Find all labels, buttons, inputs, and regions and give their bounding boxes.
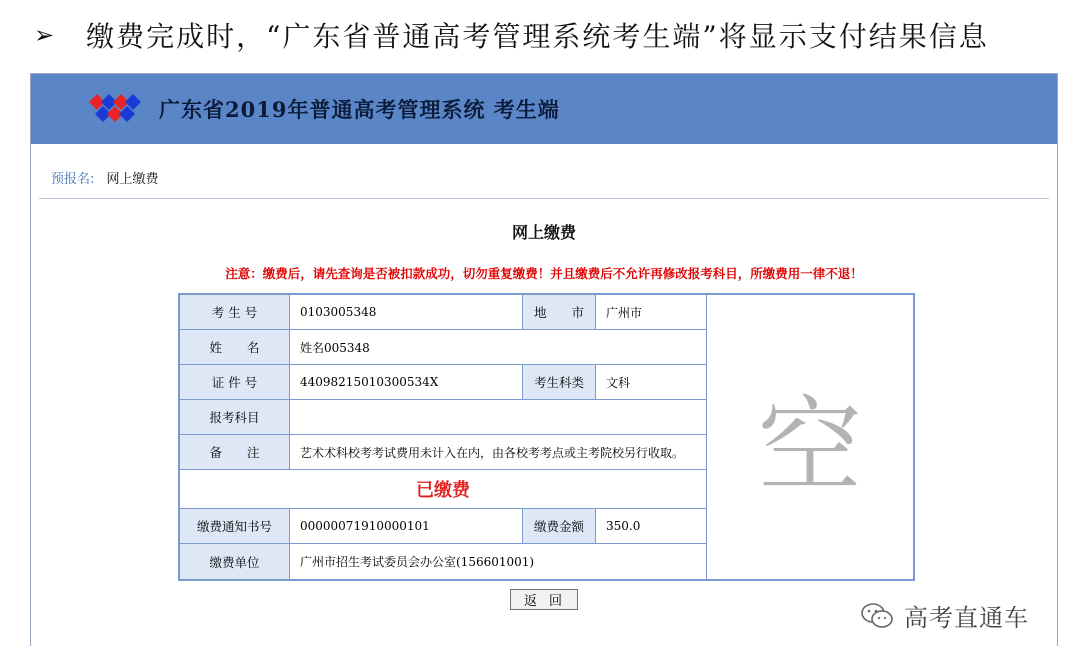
arrow-bullet-icon: ➢ (34, 21, 57, 49)
logo-icon (87, 90, 141, 126)
category-value: 文科 (596, 365, 707, 400)
slide-heading (34, 12, 989, 58)
subjects-label: 报考科目 (180, 400, 290, 435)
city-value: 广州市 (596, 295, 707, 330)
slide-heading-text: 缴费完成时，“广东省普通高考管理系统考生端”将显示支付结果信息 (86, 20, 989, 53)
divider (39, 198, 1049, 199)
notice-no-value: 00000071910000101 (290, 509, 523, 544)
breadcrumb-label[interactable]: 预报名: (51, 172, 95, 187)
remark-label: 备 注 (180, 435, 290, 470)
page-title: 网上缴费 (511, 223, 576, 242)
subjects-value (290, 400, 707, 435)
browser-window (30, 73, 1058, 646)
photo-placeholder: 空 (757, 385, 862, 507)
breadcrumb (51, 168, 159, 187)
id-value: 44098215010300534X (290, 365, 523, 400)
site-title: 广东省2019年普通高考管理系统 考生端 (159, 97, 560, 122)
warning-notice: 注意：缴费后，请先查询是否被扣款成功，切勿重复缴费！并且缴费后不允许再修改报考科目，所缴费用一律不退！ (225, 266, 863, 281)
exam-no-value: 0103005348 (290, 295, 523, 330)
header-bar (31, 74, 1057, 144)
wechat-icon (860, 602, 894, 630)
amount-value: 350.0 (596, 509, 707, 544)
remark-value: 艺术术科校考考试费用未计入在内，由各校考考点或主考院校另行收取。 (290, 435, 707, 470)
watermark-text: 高考直通车 (904, 604, 1029, 632)
unit-value: 广州市招生考试委员会办公室(156601001) (290, 544, 707, 579)
notice-no-label: 缴费通知书号 (180, 509, 290, 544)
payment-status: 已缴费 (180, 470, 707, 509)
watermark (860, 598, 1029, 633)
city-label: 地 市 (523, 295, 596, 330)
amount-label: 缴费金额 (523, 509, 596, 544)
unit-label: 缴费单位 (180, 544, 290, 579)
name-value: 姓名005348 (290, 330, 707, 365)
category-label: 考生科类 (523, 365, 596, 400)
payment-info-table (178, 293, 915, 581)
back-button[interactable]: 返回 (510, 589, 578, 610)
breadcrumb-current: 网上缴费 (106, 172, 159, 187)
id-label: 证 件 号 (180, 365, 290, 400)
name-label: 姓 名 (180, 330, 290, 365)
exam-no-label: 考 生 号 (180, 295, 290, 330)
